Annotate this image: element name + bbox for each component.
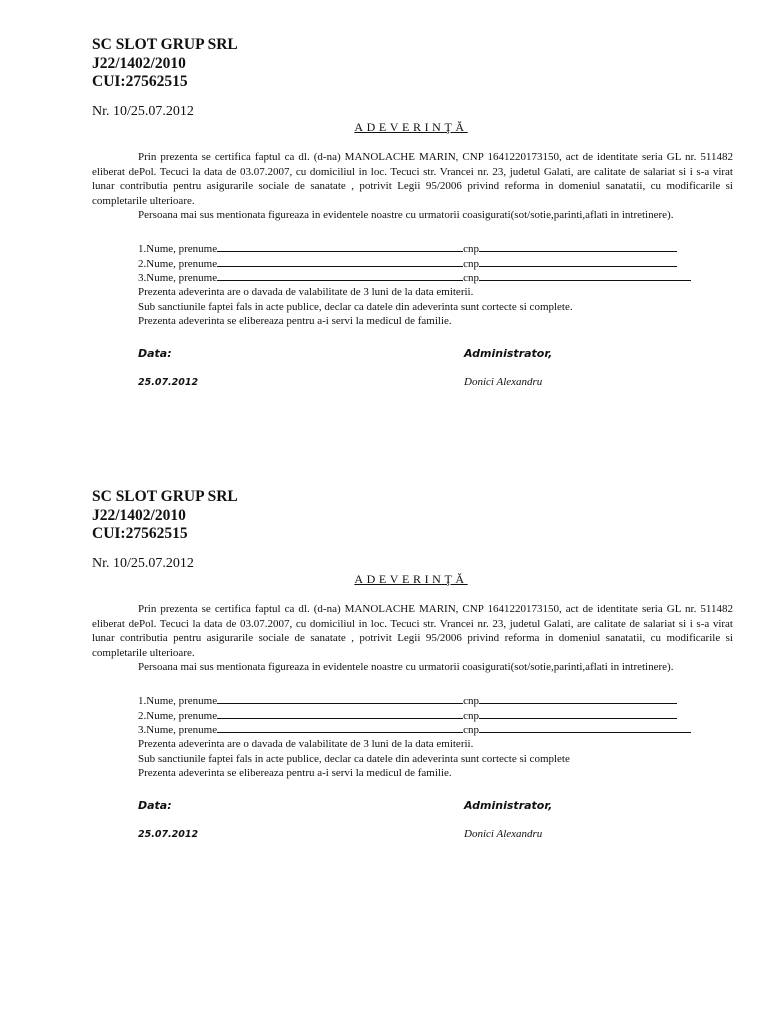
company-header xyxy=(92,36,238,92)
coinsured-field-1 xyxy=(138,241,691,256)
coinsured-field-3 xyxy=(138,270,691,285)
cnp-label: cnp xyxy=(463,709,480,722)
coinsured-field-3 xyxy=(138,722,691,737)
administrator-name: Donici Alexandru xyxy=(464,376,543,388)
name-blank-line xyxy=(217,693,463,704)
cnp-blank-line xyxy=(479,708,677,719)
coinsured-field-2 xyxy=(138,256,691,271)
name-blank-line xyxy=(217,270,463,281)
cnp-blank-line xyxy=(479,693,677,704)
certificate-paragraph-1: Prin prezenta se certifica faptul ca dl. (d-na) MANOLACHE MARIN, CNP 1641220173150, act de identitate seria GL nr. 511482 eliberat dePol. Tecuci la data de 03.07.2007, cu domiciliul in loc. Tecuci str. Vrancei nr. 23, judetul Galati, are calitate de salariat si i s-a virat lunar contributia pentru asigurarile sociale de sanatate , potrivit Legii 95/2006 privind reforma in domeniul sanatatii, cu modificarile si completarile ulterioare. xyxy=(92,603,733,659)
certificate-notes xyxy=(138,737,570,781)
field-label: 3.Nume, prenume xyxy=(138,724,218,736)
certificate-paragraph-2: Persoana mai sus mentionata figureaza in evidentele noastre cu urmatorii coasigurati(sot/sotie,parinti,aflati in intretinere). xyxy=(138,661,674,673)
certificate-notes xyxy=(138,285,573,329)
cnp-label: cnp xyxy=(463,243,480,255)
certificate-paragraph-2: Persoana mai sus mentionata figureaza in evidentele noastre cu urmatorii coasigurati(sot/sotie,parinti,aflati in intretinere). xyxy=(138,209,674,221)
certificate-paragraph-1: Prin prezenta se certifica faptul ca dl. (d-na) MANOLACHE MARIN, CNP 1641220173150, act de identitate seria GL nr. 511482 eliberat dePol. Tecuci la data de 03.07.2007, cu domiciliul in loc. Tecuci str. Vrancei nr. 23, judetul Galati, are calitate de salariat si i s-a virat lunar contributia pentru asigurarile sociale de sanatate , potrivit Legii 95/2006 privind reforma in domeniul sanatatii, cu modificarile si completarile ulterioare. xyxy=(92,151,733,207)
field-label: 2.Nume, prenume xyxy=(138,257,218,270)
cnp-label: cnp xyxy=(463,257,480,270)
company-name: SC SLOT GRUP SRL xyxy=(92,36,238,53)
document-title: ADEVERINŢĂ xyxy=(354,120,468,134)
coinsured-field-1 xyxy=(138,693,691,708)
administrator-label: Administrator, xyxy=(464,347,553,360)
validity-note: Prezenta adeverinta are o davada de valabilitate de 3 luni de la data emiterii. xyxy=(138,286,474,298)
document-number: Nr. 10/25.07.2012 xyxy=(92,104,194,119)
cnp-blank-line xyxy=(479,270,691,281)
cnp-blank-line xyxy=(479,241,677,252)
declaration-note: Sub sanctiunile faptei fals in acte publice, declar ca datele din adeverinta sunt cortecte si complete xyxy=(138,752,570,765)
coinsured-fields xyxy=(138,693,691,737)
field-label: 1.Nume, prenume xyxy=(138,243,218,255)
document-number: Nr. 10/25.07.2012 xyxy=(92,556,194,571)
coinsured-fields xyxy=(138,241,691,285)
purpose-note: Prezenta adeverinta se elibereaza pentru a-i servi la medicul de familie. xyxy=(138,315,452,327)
date-label: Data: xyxy=(138,347,172,360)
coinsured-field-2 xyxy=(138,708,691,723)
company-name: SC SLOT GRUP SRL xyxy=(92,488,238,505)
name-blank-line xyxy=(217,708,463,719)
administrator-name: Donici Alexandru xyxy=(464,828,543,840)
field-label: 1.Nume, prenume xyxy=(138,695,218,707)
document-title: ADEVERINŢĂ xyxy=(354,572,468,586)
cnp-label: cnp xyxy=(463,695,480,707)
cnp-label: cnp xyxy=(463,724,480,736)
company-cui: CUI:27562515 xyxy=(92,73,188,90)
date-label: Data: xyxy=(138,799,172,812)
certificate-body xyxy=(92,602,733,675)
name-blank-line xyxy=(217,722,463,733)
field-label: 3.Nume, prenume xyxy=(138,272,218,284)
company-cui: CUI:27562515 xyxy=(92,525,188,542)
certificate-copy-2 xyxy=(0,452,768,922)
administrator-label: Administrator, xyxy=(464,799,553,812)
cnp-blank-line xyxy=(479,256,677,267)
name-blank-line xyxy=(217,256,463,267)
date-value: 25.07.2012 xyxy=(138,829,199,840)
name-blank-line xyxy=(217,241,463,252)
company-header xyxy=(92,488,238,544)
cnp-label: cnp xyxy=(463,272,480,284)
purpose-note: Prezenta adeverinta se elibereaza pentru a-i servi la medicul de familie. xyxy=(138,767,452,779)
field-label: 2.Nume, prenume xyxy=(138,709,218,722)
cnp-blank-line xyxy=(479,722,691,733)
certificate-copy-1 xyxy=(0,0,768,470)
validity-note: Prezenta adeverinta are o davada de valabilitate de 3 luni de la data emiterii. xyxy=(138,738,474,750)
company-registration: J22/1402/2010 xyxy=(92,506,186,524)
company-registration: J22/1402/2010 xyxy=(92,54,186,72)
certificate-body xyxy=(92,150,733,223)
declaration-note: Sub sanctiunile faptei fals in acte publice, declar ca datele din adeverinta sunt cortecte si complete. xyxy=(138,300,573,313)
date-value: 25.07.2012 xyxy=(138,377,199,388)
